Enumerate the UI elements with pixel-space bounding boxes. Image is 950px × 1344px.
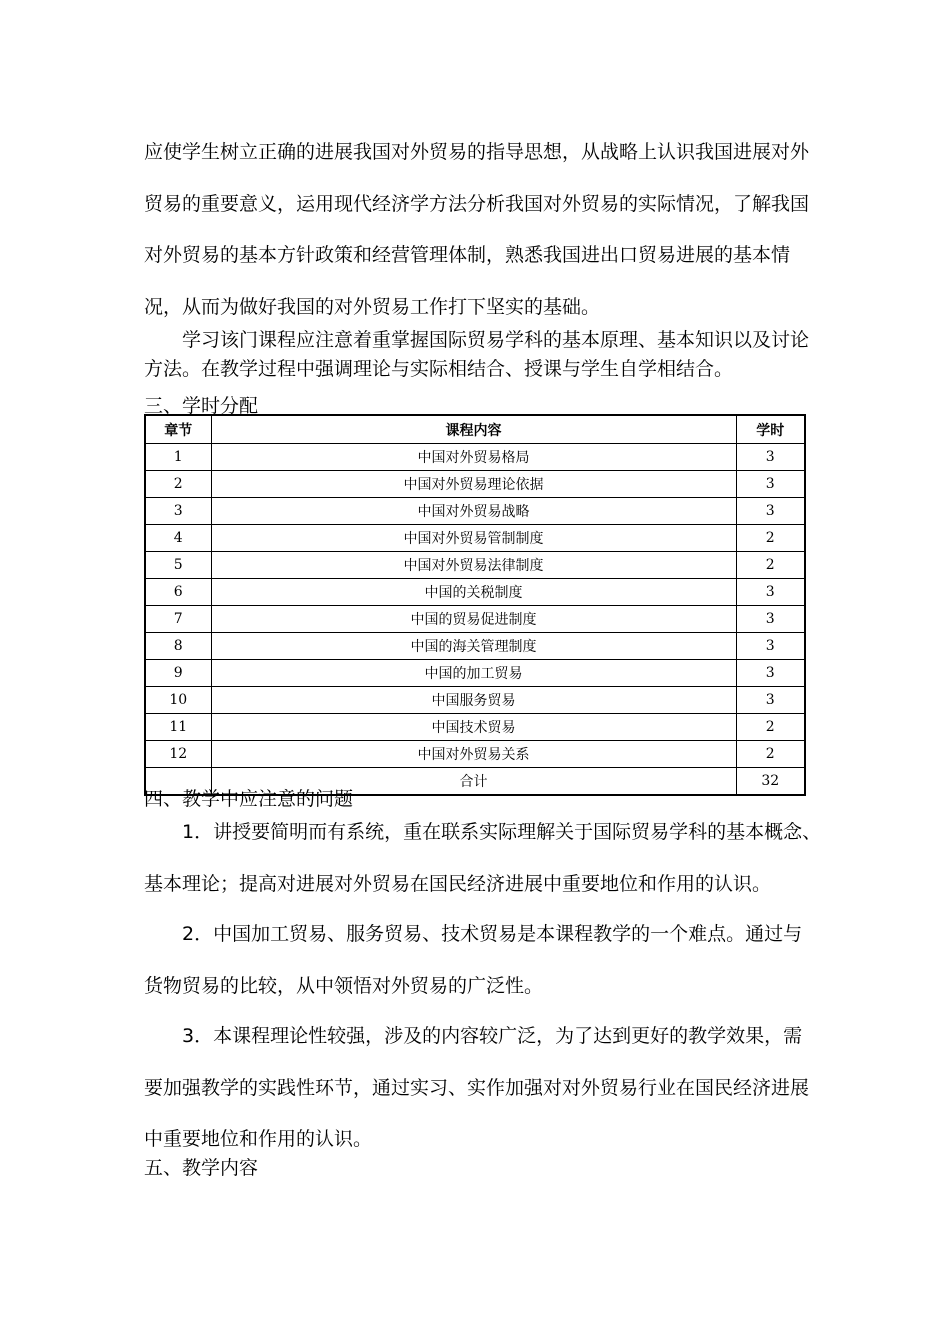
cell-content: 中国对外贸易格局 <box>211 444 736 471</box>
table-row <box>145 525 805 552</box>
cell-chapter: 8 <box>145 633 211 660</box>
header-hours: 学时 <box>736 415 805 444</box>
header-chapter: 章节 <box>145 415 211 444</box>
table-row <box>145 687 805 714</box>
table-row <box>145 714 805 741</box>
cell-content: 中国对外贸易管制制度 <box>211 525 736 552</box>
study-method-paragraph: 学习该门课程应注意着重掌握国际贸易学科的基本原理、基本知识以及讨论方法。在教学过程中强调理论与实际相结合、授课与学生自学相结合。 <box>144 329 810 380</box>
table-row <box>145 606 805 633</box>
cell-total-label: 合计 <box>211 768 736 796</box>
cell-content: 中国服务贸易 <box>211 687 736 714</box>
cell-chapter: 2 <box>145 471 211 498</box>
teaching-note-1: 1．讲授要简明而有系统，重在联系实际理解关于国际贸易学科的基本概念、基本理论；提高对进展对外贸易在国民经济进展中重要地位和作用的认识。 <box>144 821 822 895</box>
cell-content: 中国技术贸易 <box>211 714 736 741</box>
cell-chapter: 4 <box>145 525 211 552</box>
cell-hours: 2 <box>736 741 805 768</box>
table-row <box>145 579 805 606</box>
cell-chapter: 1 <box>145 444 211 471</box>
cell-hours: 2 <box>736 714 805 741</box>
cell-hours: 3 <box>736 606 805 633</box>
section-heading-teaching-notes: 四、教学中应注意的问题 <box>144 788 354 810</box>
table-row <box>145 741 805 768</box>
cell-hours: 3 <box>736 687 805 714</box>
cell-chapter: 11 <box>145 714 211 741</box>
table-row <box>145 498 805 525</box>
objective-paragraph: 应使学生树立正确的进展我国对外贸易的指导思想，从战略上认识我国进展对外贸易的重要意义，运用现代经济学方法分析我国对外贸易的实际情况，了解我国对外贸易的基本方针政策和经营管理体制，熟悉我国进出口贸易进展的基本情况，从而为做好我国的对外贸易工作打下坚实的基础。 <box>144 141 810 318</box>
cell-hours: 3 <box>736 660 805 687</box>
section-heading-hours: 三、学时分配 <box>144 395 259 417</box>
cell-content: 中国的加工贸易 <box>211 660 736 687</box>
header-content: 课程内容 <box>211 415 736 444</box>
cell-hours: 3 <box>736 471 805 498</box>
table-row <box>145 633 805 660</box>
cell-content: 中国对外贸易关系 <box>211 741 736 768</box>
teaching-note-3: 3．本课程理论性较强，涉及的内容较广泛，为了达到更好的教学效果，需要加强教学的实践性环节，通过实习、实作加强对对外贸易行业在国民经济进展中重要地位和作用的认识。 <box>144 1025 810 1150</box>
cell-chapter: 3 <box>145 498 211 525</box>
cell-chapter: 9 <box>145 660 211 687</box>
cell-total-hours: 32 <box>736 768 805 796</box>
cell-content: 中国的海关管理制度 <box>211 633 736 660</box>
table-row <box>145 660 805 687</box>
cell-content: 中国对外贸易法律制度 <box>211 552 736 579</box>
cell-content: 中国的贸易促进制度 <box>211 606 736 633</box>
table-row <box>145 471 805 498</box>
cell-chapter: 5 <box>145 552 211 579</box>
table-row <box>145 444 805 471</box>
cell-hours: 2 <box>736 552 805 579</box>
cell-hours: 3 <box>736 633 805 660</box>
cell-chapter: 6 <box>145 579 211 606</box>
cell-hours: 2 <box>736 525 805 552</box>
table-row <box>145 552 805 579</box>
cell-content: 中国对外贸易战略 <box>211 498 736 525</box>
table-header-row <box>145 415 805 444</box>
cell-content: 中国对外贸易理论依据 <box>211 471 736 498</box>
cell-content: 中国的关税制度 <box>211 579 736 606</box>
cell-chapter: 12 <box>145 741 211 768</box>
cell-chapter: 10 <box>145 687 211 714</box>
cell-hours: 3 <box>736 444 805 471</box>
section-heading-content: 五、教学内容 <box>144 1157 259 1179</box>
cell-hours: 3 <box>736 498 805 525</box>
teaching-note-2: 2．中国加工贸易、服务贸易、技术贸易是本课程教学的一个难点。通过与货物贸易的比较，从中领悟对外贸易的广泛性。 <box>144 923 803 997</box>
cell-hours: 3 <box>736 579 805 606</box>
hours-allocation-table <box>144 414 806 796</box>
cell-chapter: 7 <box>145 606 211 633</box>
